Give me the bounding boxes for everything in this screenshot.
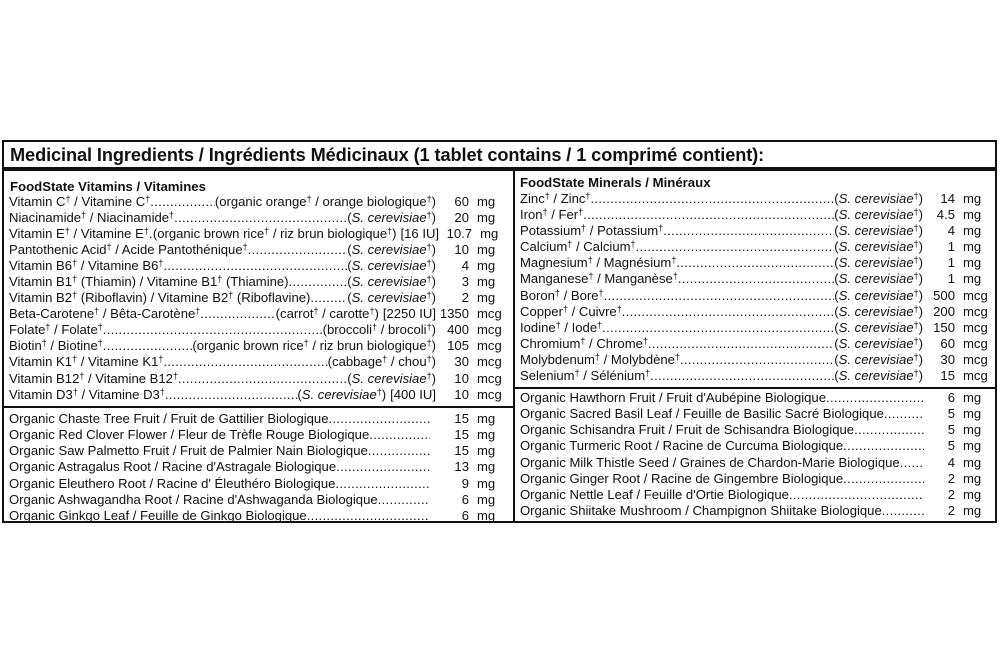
dot-leader <box>369 427 430 443</box>
ingredient-unit: mcg <box>477 370 502 386</box>
ingredient-unit: mcg <box>963 368 988 384</box>
dot-leader <box>590 191 834 207</box>
ingredient-source: (S. cerevisiae†) <box>297 386 387 402</box>
dot-leader <box>163 354 327 370</box>
ingredient-name: Vitamin B12† / Vitamine B12† <box>9 370 178 386</box>
ingredient-amount: 10 <box>454 370 469 386</box>
ingredient-name: Vitamin D3† / Vitamine D3† <box>9 386 165 402</box>
ingredient-amount: 500 <box>933 287 955 303</box>
minerals-list <box>520 191 995 384</box>
ingredient-row <box>520 352 995 368</box>
column-divider <box>513 171 515 523</box>
ingredient-unit: mg <box>963 390 982 405</box>
ingredient-row <box>520 471 995 487</box>
ingredient-unit: mg <box>477 427 496 443</box>
label-title: Medicinal Ingredients / Ingrédients Médicinaux (1 tablet contains / 1 comprimé contient): <box>4 142 995 171</box>
ingredient-source: (S. cerevisiae†) <box>347 290 436 306</box>
ingredient-amount: 4 <box>947 454 955 470</box>
ingredient-amount: 200 <box>933 303 955 319</box>
ingredient-amount: 13 <box>454 459 469 475</box>
ingredient-row <box>9 443 509 459</box>
ingredient-row <box>9 411 509 427</box>
ingredient-unit: mg <box>963 422 982 438</box>
ingredient-amount: 14 <box>940 191 955 206</box>
ingredient-unit: mcg <box>477 306 502 322</box>
ingredient-row <box>9 290 509 306</box>
ingredient-unit: mg <box>963 438 982 454</box>
ingredient-amount: 4.5 <box>936 207 955 223</box>
ingredient-unit: mcg <box>963 319 988 335</box>
dot-leader <box>604 288 835 304</box>
ingredient-amount: 1350 <box>439 306 469 322</box>
vitamins-divider <box>4 406 513 408</box>
ingredient-row <box>520 223 995 239</box>
dot-leader <box>900 455 924 471</box>
ingredient-amount: 5 <box>947 406 955 422</box>
dot-leader <box>307 508 430 524</box>
ingredient-name: Niacinamide† / Niacinamide† <box>9 210 175 226</box>
ingredient-amount: 1 <box>947 239 955 255</box>
dot-leader <box>884 406 924 422</box>
ingredient-row <box>9 194 509 210</box>
ingredient-name: Organic Ginkgo Leaf / Feuille de Ginkgo Biologique <box>9 507 307 523</box>
ingredient-source: (S. cerevisiae†) <box>834 287 923 303</box>
dot-leader <box>680 352 834 368</box>
ingredient-amount: 20 <box>454 210 469 226</box>
ingredient-name: Folate† / Folate† <box>9 322 103 338</box>
ingredient-source: (S. cerevisiae†) <box>834 207 923 223</box>
ingredient-name: Organic Red Clover Flower / Fleur de Trèfle Rouge Biologique <box>9 427 370 443</box>
ingredient-amount: 15 <box>454 411 469 426</box>
dot-leader <box>174 210 347 226</box>
dot-leader <box>248 242 348 258</box>
dot-leader <box>378 492 430 508</box>
ingredient-amount: 6 <box>461 507 469 523</box>
ingredient-unit: mg <box>477 459 496 475</box>
ingredient-name: Organic Ginger Root / Racine de Gingembre Biologique <box>520 470 844 486</box>
dot-leader <box>103 322 323 338</box>
ingredient-unit: mg <box>477 507 496 523</box>
ingredient-name: Manganese† / Manganèse† <box>520 271 678 287</box>
ingredient-row <box>9 210 509 226</box>
ingredient-amount: 6 <box>461 491 469 507</box>
ingredient-source: (organic brown rice† / riz brun biologique†) <box>152 226 397 242</box>
ingredient-unit: mg <box>477 242 496 258</box>
ingredient-unit: mcg <box>477 386 502 402</box>
ingredient-amount: 5 <box>947 438 955 454</box>
ingredient-name: Vitamin C† / Vitamine C† <box>9 194 151 209</box>
ingredient-source: (organic brown rice† / riz brun biologique†) <box>192 338 436 354</box>
ingredient-source: (S. cerevisiae†) <box>834 223 923 239</box>
ingredient-amount: 4 <box>947 223 955 239</box>
ingredient-row <box>520 503 995 519</box>
ingredient-name: Organic Nettle Leaf / Feuille d'Ortie Biologique <box>520 486 789 502</box>
ingredient-unit: mg <box>477 290 496 306</box>
ingredient-name: Organic Turmeric Root / Racine de Curcuma Biologique <box>520 438 844 454</box>
ingredient-unit: mg <box>963 470 982 486</box>
ingredient-row <box>9 427 509 443</box>
ingredient-unit: mg <box>963 406 982 422</box>
ingredient-amount: 150 <box>933 319 955 335</box>
ingredient-row <box>9 354 509 370</box>
ingredient-name: Iron† / Fer† <box>520 207 584 223</box>
ingredient-row <box>9 322 509 338</box>
ingredient-amount: 400 <box>447 322 469 338</box>
minerals-divider <box>515 387 995 389</box>
ingredient-row <box>520 406 995 422</box>
ingredient-row <box>520 191 995 207</box>
ingredient-unit: mg <box>963 502 982 518</box>
dot-leader <box>163 258 347 274</box>
ingredient-source: (S. cerevisiae†) <box>834 271 923 287</box>
ingredient-unit: mg <box>477 274 496 290</box>
ingredient-unit: mg <box>963 486 982 502</box>
dot-leader <box>622 304 835 320</box>
ingredient-amount: 5 <box>947 422 955 438</box>
ingredient-amount: 15 <box>454 427 469 443</box>
ingredient-name: Potassium† / Potassium† <box>520 223 664 239</box>
ingredient-source: (S. cerevisiae†) <box>834 191 923 206</box>
ingredient-amount: 10 <box>454 386 469 402</box>
ingredient-row <box>520 255 995 271</box>
ingredient-source: (broccoli† / brocoli†) <box>322 322 436 338</box>
ingredient-unit: mg <box>963 255 982 271</box>
ingredient-row <box>9 242 509 258</box>
ingredient-unit: mcg <box>963 287 988 303</box>
dot-leader <box>602 320 834 336</box>
ingredient-name: Beta-Carotene† / Bêta-Carotène† <box>9 306 201 322</box>
dot-leader <box>200 306 275 322</box>
ingredient-row <box>9 306 509 322</box>
ingredient-name: Organic Sacred Basil Leaf / Feuille de Basilic Sacré Biologique <box>520 406 884 422</box>
ingredient-unit: mcg <box>963 335 988 351</box>
ingredient-row <box>9 476 509 492</box>
ingredient-name: Organic Eleuthero Root / Racine d' Éleuthéro Biologique <box>9 475 336 491</box>
ingredient-amount: 4 <box>461 258 469 274</box>
dot-leader <box>583 207 834 223</box>
ingredient-name: Organic Shiitake Mushroom / Champignon Shiitake Biologique <box>520 502 882 518</box>
minerals-heading: FoodState Minerals / Minéraux <box>520 175 711 190</box>
ingredient-name: Boron† / Bore† <box>520 287 604 303</box>
ingredient-amount: 3 <box>461 274 469 290</box>
ingredient-name: Iodine† / Iode† <box>520 319 603 335</box>
ingredient-name: Organic Saw Palmetto Fruit / Fruit de Palmier Nain Biologique <box>9 443 368 459</box>
dot-leader <box>636 239 835 255</box>
ingredient-amount: 2 <box>947 502 955 518</box>
ingredient-source: (S. cerevisiae†) <box>834 239 923 255</box>
ingredient-source: (S. cerevisiae†) <box>347 274 436 290</box>
ingredient-amount: 105 <box>447 338 469 354</box>
ingredient-row <box>520 271 995 287</box>
ingredient-row <box>520 487 995 503</box>
ingredient-name: Calcium† / Calcium† <box>520 239 636 255</box>
ingredient-source: (S. cerevisiae†) <box>834 255 923 271</box>
dot-leader <box>150 194 215 210</box>
ingredient-row <box>520 336 995 352</box>
ingredient-name: Organic Chaste Tree Fruit / Fruit de Gattilier Biologique <box>9 411 329 426</box>
dot-leader <box>310 290 347 306</box>
vitamins-heading: FoodState Vitamins / Vitamines <box>10 179 206 194</box>
ingredient-unit: mcg <box>963 351 988 367</box>
ingredient-unit: mg <box>477 210 496 226</box>
ingredient-source: (S. cerevisiae†) <box>834 368 923 384</box>
ingredient-unit: mg <box>963 239 982 255</box>
ingredient-amount: 30 <box>940 351 955 367</box>
ingredient-row <box>520 455 995 471</box>
dot-leader <box>165 387 298 403</box>
dot-leader <box>678 271 834 287</box>
ingredient-unit: mg <box>477 194 496 209</box>
dot-leader <box>843 438 924 454</box>
ingredient-unit: mg <box>963 223 982 239</box>
ingredient-amount: 15 <box>454 443 469 459</box>
herbs-right-list <box>520 390 995 519</box>
ingredient-name: Organic Milk Thistle Seed / Graines de Chardon-Marie Biologique <box>520 454 900 470</box>
ingredient-name: Zinc† / Zinc† <box>520 191 591 206</box>
ingredient-unit: mcg <box>477 322 502 338</box>
ingredient-amount: 2 <box>947 486 955 502</box>
ingredient-source: (S. cerevisiae†) <box>347 258 436 274</box>
ingredient-name: Organic Hawthorn Fruit / Fruit d'Aubépine Biologique <box>520 390 826 405</box>
ingredient-name: Biotin† / Biotine† <box>9 338 103 354</box>
ingredient-amount: 15 <box>940 368 955 384</box>
ingredient-row <box>9 226 509 242</box>
ingredient-name: Vitamin K1† / Vitamine K1† <box>9 354 164 370</box>
ingredient-source: (S. cerevisiae†) <box>834 335 923 351</box>
dot-leader <box>826 390 924 406</box>
ingredient-unit: mg <box>477 443 496 459</box>
ingredient-name: Vitamin B2† (Riboflavin) / Vitamine B2† (Riboflavine) <box>9 290 311 306</box>
ingredient-source: (carrot† / carotte†) <box>275 306 379 322</box>
ingredient-row <box>9 492 509 508</box>
ingredient-row <box>520 207 995 223</box>
ingredient-row <box>9 274 509 290</box>
ingredient-source: (S. cerevisiae†) <box>347 210 436 226</box>
ingredient-unit: mcg <box>477 354 502 370</box>
dot-leader <box>789 487 924 503</box>
ingredient-unit: mg <box>480 226 499 242</box>
ingredient-row <box>520 288 995 304</box>
ingredients-label <box>2 140 997 523</box>
dot-leader <box>882 503 924 519</box>
ingredient-source: (S. cerevisiae†) <box>347 242 436 258</box>
ingredient-row <box>9 387 509 403</box>
ingredient-row <box>520 239 995 255</box>
ingredient-name: Organic Astragalus Root / Racine d'Astragale Biologique <box>9 459 337 475</box>
ingredient-name: Organic Schisandra Fruit / Fruit de Schisandra Biologique <box>520 422 855 438</box>
dot-leader <box>328 411 430 427</box>
ingredient-unit: mg <box>477 491 496 507</box>
ingredient-amount: 2 <box>461 290 469 306</box>
ingredient-source: (S. cerevisiae†) <box>347 370 436 386</box>
ingredient-unit: mg <box>963 271 982 287</box>
ingredient-row <box>9 371 509 387</box>
dot-leader <box>178 371 347 387</box>
ingredient-name: Molybdenum† / Molybdène† <box>520 351 680 367</box>
dot-leader <box>289 274 348 290</box>
ingredient-source: (S. cerevisiae†) <box>834 351 923 367</box>
ingredient-iu: [16 IU] <box>400 226 440 242</box>
ingredient-amount: 9 <box>461 475 469 491</box>
ingredient-name: Pantothenic Acid† / Acide Pantothénique† <box>9 242 248 258</box>
ingredient-amount: 1 <box>947 271 955 287</box>
ingredient-iu: [2250 IU] <box>382 306 436 322</box>
dot-leader <box>663 223 834 239</box>
ingredient-amount: 60 <box>940 335 955 351</box>
ingredient-unit: mg <box>963 207 982 223</box>
ingredient-unit: mcg <box>963 303 988 319</box>
dot-leader <box>648 336 834 352</box>
ingredient-amount: 60 <box>454 194 469 209</box>
ingredient-amount: 30 <box>454 354 469 370</box>
ingredient-unit: mg <box>963 191 982 206</box>
ingredient-amount: 10 <box>454 242 469 258</box>
vitamins-list <box>9 194 509 403</box>
ingredient-name: Chromium† / Chrome† <box>520 335 648 351</box>
ingredient-unit: mg <box>477 258 496 274</box>
herbs-left-list <box>9 411 509 524</box>
ingredient-name: Vitamin B1† (Thiamin) / Vitamine B1† (Thiamine) <box>9 274 289 290</box>
ingredient-name: Magnesium† / Magnésium† <box>520 255 677 271</box>
ingredient-row <box>520 368 995 384</box>
ingredient-name: Copper† / Cuivre† <box>520 303 622 319</box>
dot-leader <box>336 459 430 475</box>
ingredient-source: (S. cerevisiae†) <box>834 319 923 335</box>
ingredient-source: (organic orange† / orange biologique†) <box>214 194 436 209</box>
ingredient-amount: 10.7 <box>446 226 473 242</box>
dot-leader <box>854 422 924 438</box>
ingredient-row <box>520 438 995 454</box>
ingredient-source: (cabbage† / chou†) <box>327 354 436 370</box>
ingredient-row <box>520 390 995 406</box>
dot-leader <box>843 471 924 487</box>
ingredient-amount: 1 <box>947 255 955 271</box>
ingredient-row <box>9 338 509 354</box>
ingredient-amount: 6 <box>947 390 955 405</box>
ingredient-name: Organic Ashwagandha Root / Racine d'Ashwaganda Biologique <box>9 491 378 507</box>
ingredient-name: Vitamin E† / Vitamine E† <box>9 226 149 242</box>
dot-leader <box>676 255 834 271</box>
ingredient-unit: mg <box>477 475 496 491</box>
ingredient-source: (S. cerevisiae†) <box>834 303 923 319</box>
ingredient-unit: mg <box>963 454 982 470</box>
dot-leader <box>650 368 834 384</box>
ingredient-row <box>520 320 995 336</box>
dot-leader <box>368 443 430 459</box>
ingredient-row <box>9 258 509 274</box>
ingredient-row <box>9 459 509 475</box>
dot-leader <box>103 338 193 354</box>
ingredient-row <box>520 304 995 320</box>
ingredient-row <box>520 422 995 438</box>
ingredient-unit: mcg <box>477 338 502 354</box>
ingredient-name: Selenium† / Sélénium† <box>520 368 651 384</box>
dot-leader <box>335 476 430 492</box>
ingredient-amount: 2 <box>947 470 955 486</box>
ingredient-unit: mg <box>477 411 496 426</box>
ingredient-iu: [400 IU] <box>390 386 436 402</box>
ingredient-name: Vitamin B6† / Vitamine B6† <box>9 258 164 274</box>
ingredient-row <box>9 508 509 524</box>
